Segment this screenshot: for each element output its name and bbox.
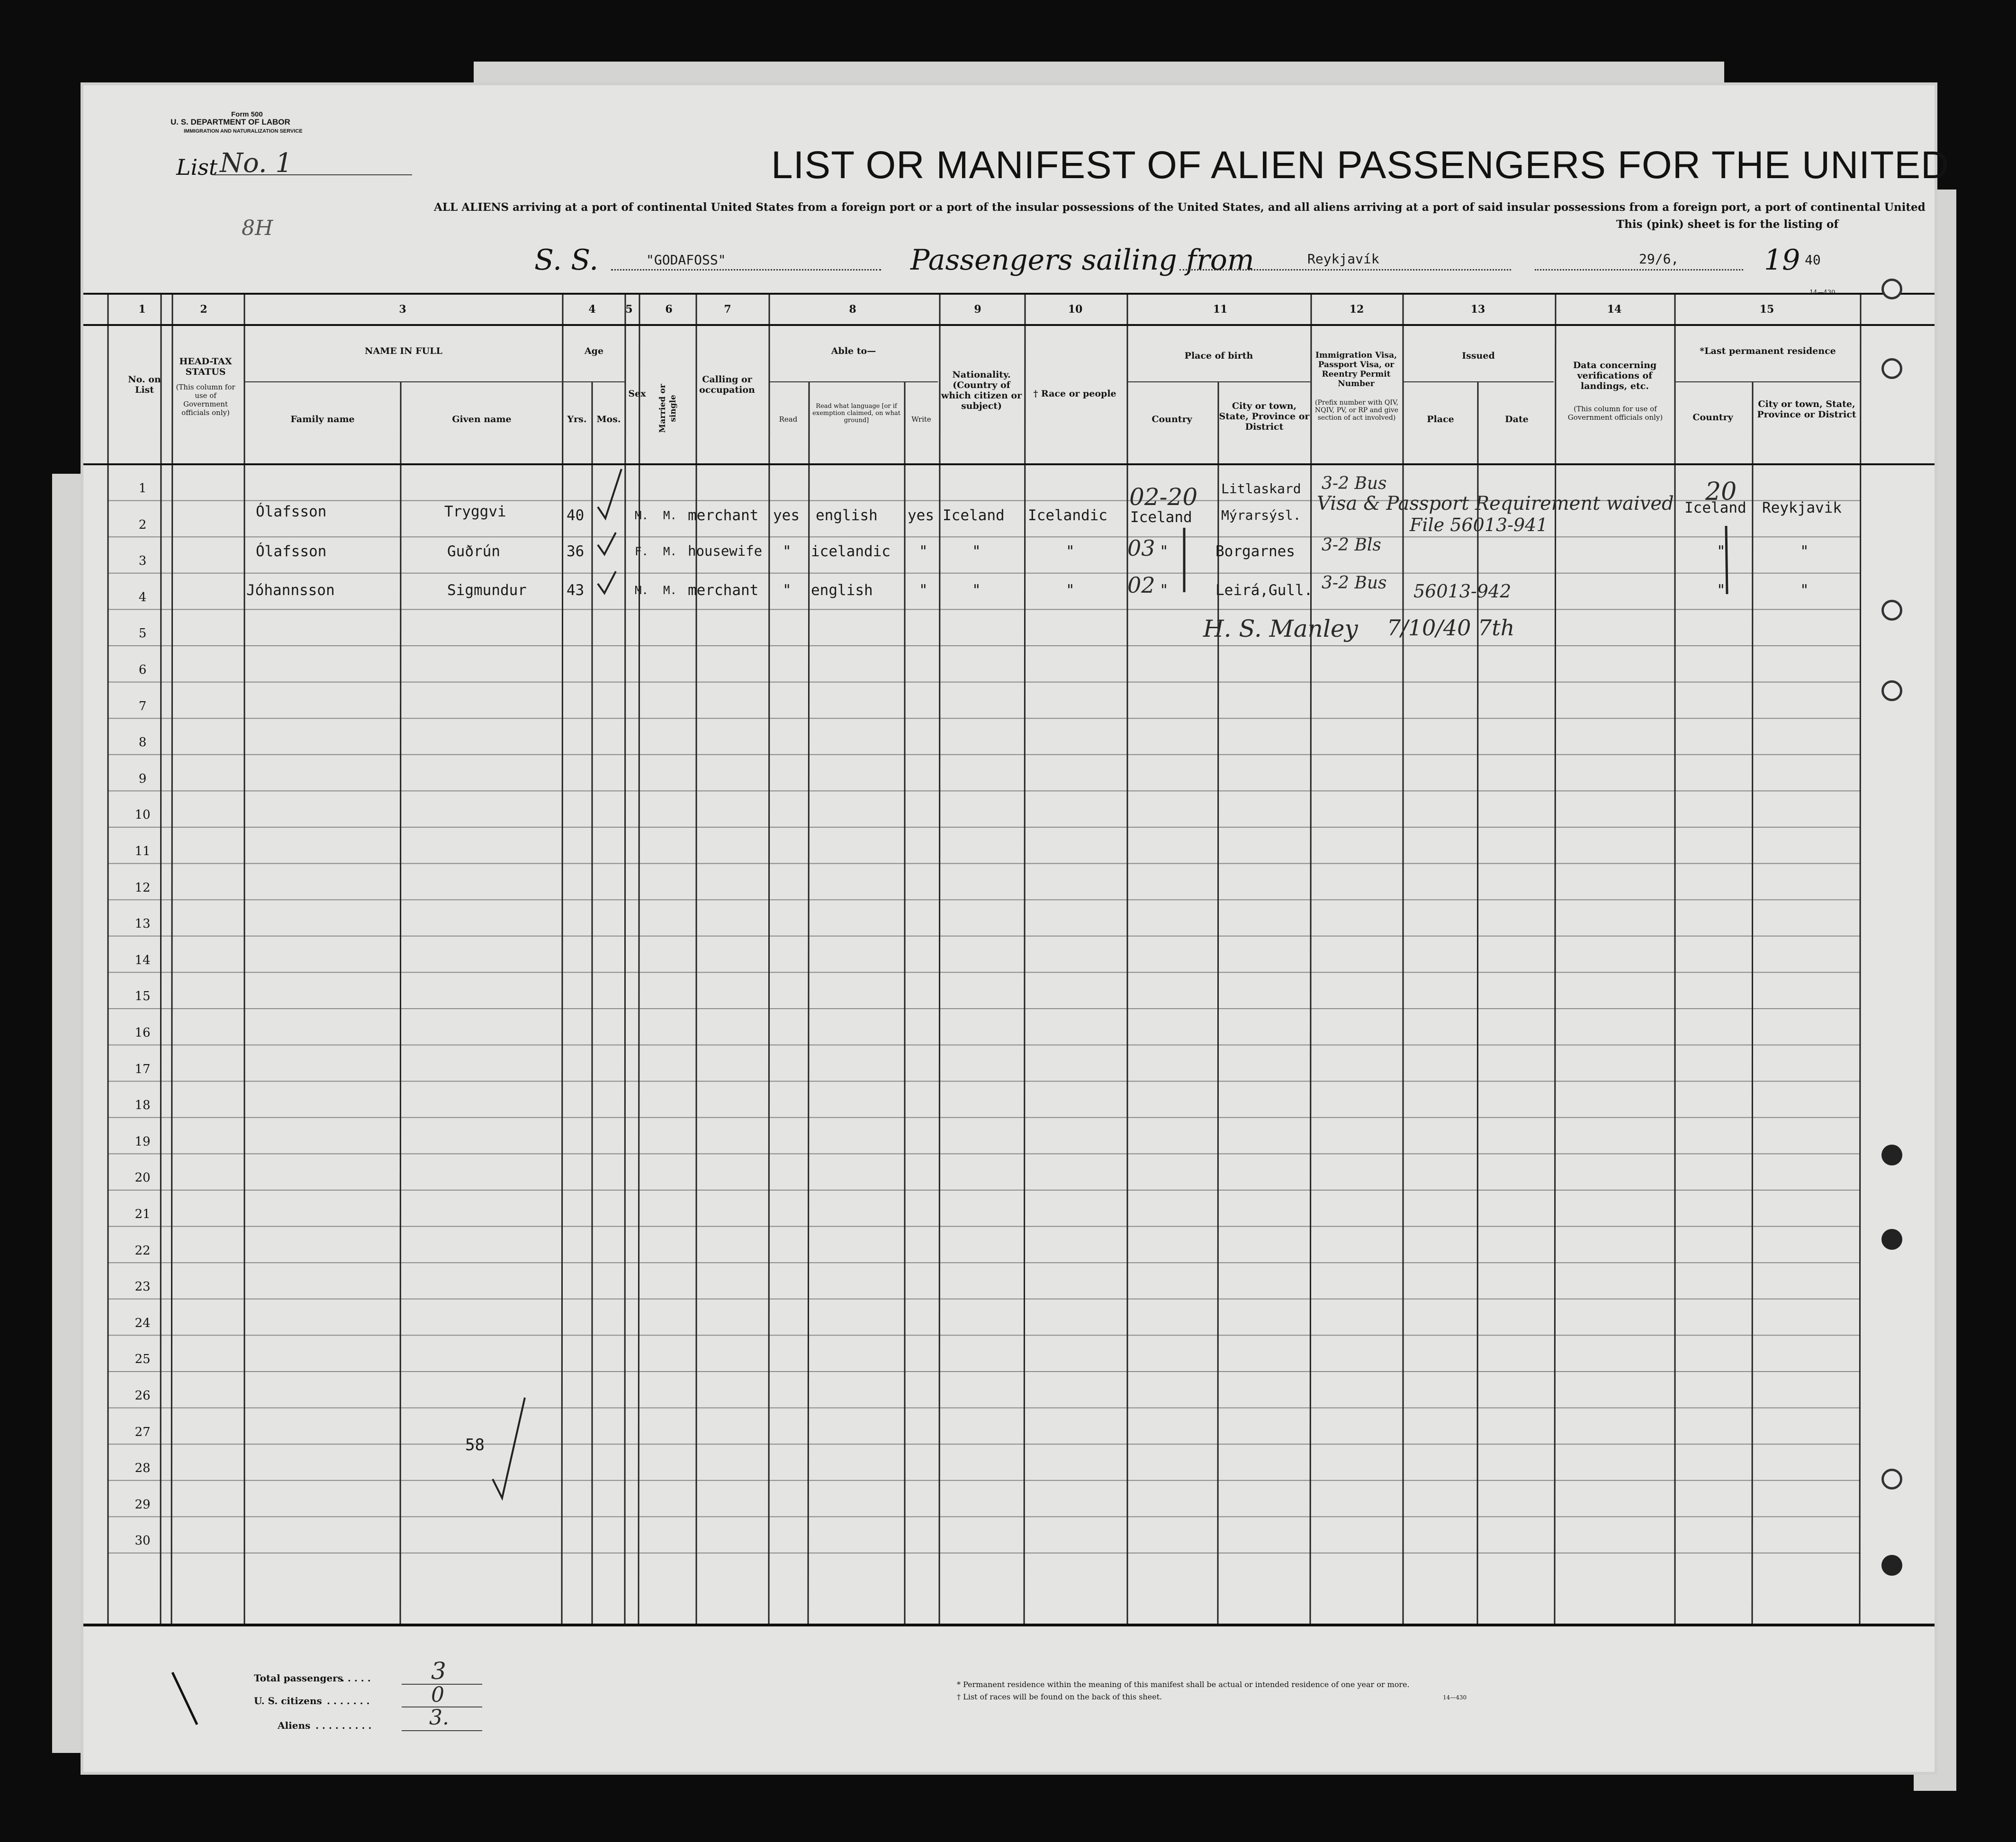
header-verification-note: (This column for use of Government officials only) bbox=[1567, 405, 1663, 422]
dots: . . . . . . . bbox=[327, 1695, 370, 1707]
given-name-cell: Tryggvi bbox=[444, 503, 506, 520]
birth-city-cell: Borgarnes bbox=[1215, 543, 1295, 560]
race-cell: " bbox=[1066, 582, 1075, 599]
column-line bbox=[939, 294, 940, 1625]
form-code: 14—430 bbox=[1809, 289, 1836, 296]
row-number: 19 bbox=[135, 1134, 151, 1149]
read-cell: " bbox=[783, 582, 792, 599]
colnum-6: 6 bbox=[665, 303, 673, 316]
row-number: 26 bbox=[135, 1389, 151, 1403]
colnum-15: 15 bbox=[1759, 303, 1774, 316]
row-number: 28 bbox=[135, 1461, 151, 1476]
colnum-13: 13 bbox=[1470, 303, 1485, 316]
handwritten-code-2: 03 bbox=[1127, 535, 1155, 561]
header-given-name: Given name bbox=[452, 414, 512, 424]
age-cell: 40 bbox=[567, 507, 585, 524]
header-visa-note: (Prefix number with QIV, NQIV, PV, or RP and give section of act involved) bbox=[1314, 399, 1399, 422]
header-head-tax-note: (This column for use of Government officials only) bbox=[176, 383, 235, 417]
sailing-label: Passengers sailing from bbox=[910, 244, 1254, 277]
colnum-7: 7 bbox=[724, 303, 731, 316]
handwritten-visa-2: 3-2 Bls bbox=[1322, 535, 1381, 555]
res-country-cell: " bbox=[1717, 543, 1726, 560]
punch-hole bbox=[1881, 680, 1902, 701]
handwritten-file-3: 56013-942 bbox=[1413, 581, 1512, 602]
given-name-cell: Guðrún bbox=[447, 543, 500, 560]
row-number: 13 bbox=[135, 917, 151, 931]
colnum-1: 1 bbox=[138, 303, 146, 316]
read-cell: " bbox=[783, 543, 792, 560]
row-number: 5 bbox=[138, 626, 147, 641]
header-birth-city: City or town, State, Province or District bbox=[1219, 401, 1310, 432]
res-city-cell: Reykjavik bbox=[1762, 499, 1842, 516]
handwritten-code-1: 02-20 bbox=[1129, 483, 1198, 511]
row-number: 23 bbox=[135, 1280, 151, 1294]
header-race: † Race or people bbox=[1033, 388, 1116, 399]
row-number: 14 bbox=[135, 953, 151, 967]
colnum-9: 9 bbox=[974, 303, 981, 316]
row-number: 15 bbox=[135, 989, 151, 1004]
footnote-residence: * Permanent residence within the meaning of this manifest shall be actual or intended residence of one year or more. bbox=[957, 1680, 1410, 1689]
row-number: 12 bbox=[135, 880, 151, 895]
manifest-subtitle: ALL ALIENS arriving at a port of continental United States from a foreign port or a port of the insular possessions of the United States, and all aliens arriving at a port of said insular possessions from a foreign port, a port of continental United bbox=[434, 201, 1926, 214]
language-cell: english bbox=[811, 582, 873, 599]
header-able-to: Able to— bbox=[831, 346, 876, 356]
footnote-races: † List of races will be found on the back of this sheet. bbox=[957, 1692, 1162, 1701]
age-cell: 43 bbox=[567, 582, 585, 599]
header-mos: Mos. bbox=[596, 414, 621, 424]
stamp-mark: 8H bbox=[242, 216, 273, 240]
row-number: 17 bbox=[135, 1062, 151, 1076]
dots: . . . . . bbox=[341, 1672, 371, 1684]
language-cell: icelandic bbox=[811, 543, 891, 560]
column-line bbox=[1477, 382, 1478, 1625]
header-head-tax: HEAD-TAX STATUS bbox=[179, 356, 232, 377]
language-cell: english bbox=[816, 507, 878, 524]
colnum-4: 4 bbox=[588, 303, 596, 316]
age-cell: 36 bbox=[567, 543, 585, 560]
column-line bbox=[1860, 294, 1861, 1625]
manifest-subtitle-2: This (pink) sheet is for the listing of bbox=[1616, 218, 1839, 231]
handwritten-sig-date: 7/10/40 7th bbox=[1387, 615, 1515, 641]
punch-hole bbox=[1881, 1469, 1902, 1490]
married-cell: M. bbox=[663, 509, 677, 522]
header-verification: Data concerning verifications of landings, etc. bbox=[1573, 360, 1657, 391]
department-label: U. S. DEPARTMENT OF LABOR bbox=[171, 117, 290, 126]
birth-country-cell: " bbox=[1160, 582, 1169, 599]
header-place-of-birth: Place of birth bbox=[1184, 351, 1253, 361]
row-number: 7 bbox=[138, 699, 147, 713]
header-name-in-full: NAME IN FULL bbox=[365, 346, 442, 356]
row-number: 6 bbox=[138, 663, 147, 677]
total-passengers-label: Total passengers bbox=[254, 1672, 343, 1684]
handwritten-signature: H. S. Manley bbox=[1203, 615, 1358, 642]
res-country-cell: Iceland bbox=[1684, 499, 1746, 516]
married-cell: M. bbox=[663, 545, 677, 558]
write-cell: " bbox=[919, 582, 928, 599]
row-number: 10 bbox=[135, 808, 151, 822]
row-number: 27 bbox=[135, 1425, 151, 1439]
colnum-2: 2 bbox=[200, 303, 207, 316]
row-number: 22 bbox=[135, 1243, 151, 1258]
header-res-city: City or town, State, Province or District bbox=[1757, 399, 1856, 420]
header-last-residence: *Last permanent residence bbox=[1700, 346, 1836, 356]
res-city-cell: " bbox=[1800, 543, 1809, 560]
row-number: 2 bbox=[138, 517, 147, 532]
row-number: 9 bbox=[138, 771, 147, 786]
handwritten-visa-3: 3-2 Bus bbox=[1322, 573, 1387, 593]
total-passengers-value: 3 bbox=[431, 1657, 446, 1685]
occupation-cell: housewife bbox=[688, 543, 763, 559]
birth-country-cell: " bbox=[1160, 543, 1169, 560]
birth-city-cell: Leirá,Gull. bbox=[1215, 582, 1313, 599]
ship-name: "GODAFOSS" bbox=[646, 252, 726, 268]
header-issued: Issued bbox=[1462, 351, 1495, 361]
dots: . . . . . . . . . bbox=[315, 1720, 372, 1731]
column-line bbox=[562, 294, 563, 1625]
race-cell: Icelandic bbox=[1028, 507, 1107, 524]
row-number: 30 bbox=[135, 1534, 151, 1548]
row-number: 29 bbox=[135, 1497, 151, 1512]
read-cell: yes bbox=[773, 507, 800, 524]
us-citizens-label: U. S. citizens bbox=[254, 1695, 322, 1707]
nationality-cell: " bbox=[972, 543, 981, 560]
nationality-cell: Iceland bbox=[943, 507, 1005, 524]
res-country-cell: " bbox=[1717, 582, 1726, 599]
handwritten-file-1: File 56013-941 bbox=[1410, 515, 1548, 535]
handwritten-waiver: Visa & Passport Requirement waived bbox=[1317, 493, 1674, 515]
row-number: 4 bbox=[138, 590, 147, 605]
row-number: 20 bbox=[135, 1171, 151, 1185]
header-sex: Sex bbox=[628, 388, 646, 399]
list-number: No. 1 bbox=[220, 148, 292, 179]
service-label: IMMIGRATION AND NATURALIZATION SERVICE bbox=[184, 128, 303, 134]
row-number: 11 bbox=[135, 844, 151, 858]
res-city-cell: " bbox=[1800, 582, 1809, 599]
header-age: Age bbox=[584, 346, 604, 356]
aliens-value: 3. bbox=[429, 1706, 449, 1730]
row-number: 3 bbox=[138, 554, 147, 569]
column-line bbox=[400, 382, 401, 1625]
row-number: 16 bbox=[135, 1026, 151, 1040]
header-read: Read bbox=[779, 415, 798, 424]
year-suffix: 40 bbox=[1805, 252, 1821, 268]
given-name-cell: Sigmundur bbox=[447, 582, 527, 599]
family-name-cell: Ólafsson bbox=[256, 543, 327, 560]
column-line bbox=[1752, 382, 1753, 1625]
colnum-10: 10 bbox=[1068, 303, 1083, 316]
header-visa: Immigration Visa, Passport Visa, or Reentry Permit Number bbox=[1315, 351, 1397, 388]
header-read-what: Read what language [or if exemption claimed, on what ground] bbox=[812, 403, 900, 424]
header-calling: Calling or occupation bbox=[699, 374, 755, 395]
header-yrs: Yrs. bbox=[567, 414, 587, 424]
write-cell: " bbox=[919, 543, 928, 560]
aliens-underline bbox=[402, 1730, 482, 1731]
handwritten-code-3: 02 bbox=[1127, 572, 1155, 598]
birth-country-cell: Iceland bbox=[1130, 509, 1192, 526]
manifest-title: LIST OR MANIFEST OF ALIEN PASSENGERS FOR THE UNITED bbox=[771, 144, 1950, 187]
colnum-12: 12 bbox=[1349, 303, 1364, 316]
row-number: 1 bbox=[138, 481, 147, 496]
married-cell: M. bbox=[663, 584, 677, 597]
sailing-date: 29/6, bbox=[1639, 251, 1679, 267]
punch-hole bbox=[1881, 279, 1902, 299]
header-birth-country: Country bbox=[1152, 414, 1192, 424]
handwritten-visa-1: 3-2 Bus bbox=[1322, 474, 1387, 493]
list-label: List bbox=[176, 154, 218, 180]
header-res-country: Country bbox=[1692, 412, 1733, 423]
row-number: 21 bbox=[135, 1207, 151, 1221]
us-citizens-value: 0 bbox=[431, 1683, 444, 1707]
colnum-8: 8 bbox=[849, 303, 856, 316]
colnum-3: 3 bbox=[399, 303, 406, 316]
sex-cell: F. bbox=[635, 545, 648, 558]
header-issued-date: Date bbox=[1505, 414, 1529, 424]
column-line bbox=[808, 382, 809, 1625]
family-name-cell: Ólafsson bbox=[256, 503, 327, 520]
header-married: Married or single bbox=[658, 384, 678, 433]
row-number: 25 bbox=[135, 1352, 151, 1367]
header-no-on-list: No. on List bbox=[128, 374, 161, 395]
colnum-5: 5 bbox=[625, 303, 633, 316]
column-line bbox=[171, 294, 172, 1625]
form-number: Form 500 bbox=[231, 110, 263, 118]
handwritten-res-code: 20 bbox=[1705, 478, 1737, 506]
tally-number: 58 bbox=[465, 1436, 485, 1454]
column-line bbox=[1024, 294, 1025, 1625]
row-number: 18 bbox=[135, 1098, 151, 1113]
occupation-cell: merchant bbox=[688, 507, 759, 524]
nationality-cell: " bbox=[972, 582, 981, 599]
race-cell: " bbox=[1066, 543, 1075, 560]
header-issued-place: Place bbox=[1427, 414, 1454, 424]
punch-hole bbox=[1881, 600, 1902, 621]
family-name-cell: Jóhannsson bbox=[246, 582, 335, 599]
header-family-name: Family name bbox=[290, 414, 355, 424]
header-write: Write bbox=[911, 415, 931, 424]
header-nationality: Nationality. (Country of which citizen or subject) bbox=[941, 370, 1022, 411]
sex-cell: M. bbox=[635, 509, 648, 522]
row-number: 24 bbox=[135, 1316, 151, 1330]
punch-hole bbox=[1881, 1145, 1902, 1165]
aliens-label: Aliens bbox=[278, 1720, 311, 1731]
punch-hole bbox=[1881, 358, 1902, 379]
ss-label: S. S. bbox=[534, 244, 599, 277]
birth-city-cell: Litlaskard Mýrarsýsl. bbox=[1221, 481, 1301, 523]
occupation-cell: merchant bbox=[688, 582, 759, 599]
punch-hole bbox=[1881, 1229, 1902, 1250]
colnum-11: 11 bbox=[1213, 303, 1228, 316]
footnote-code: 14—430 bbox=[1443, 1694, 1467, 1701]
port-name: Reykjavík bbox=[1307, 251, 1379, 267]
sex-cell: M. bbox=[635, 584, 648, 597]
punch-hole bbox=[1881, 1555, 1902, 1576]
row-number: 8 bbox=[138, 735, 147, 750]
year-prefix: 19 bbox=[1764, 244, 1800, 277]
write-cell: yes bbox=[908, 507, 934, 524]
colnum-14: 14 bbox=[1607, 303, 1622, 316]
